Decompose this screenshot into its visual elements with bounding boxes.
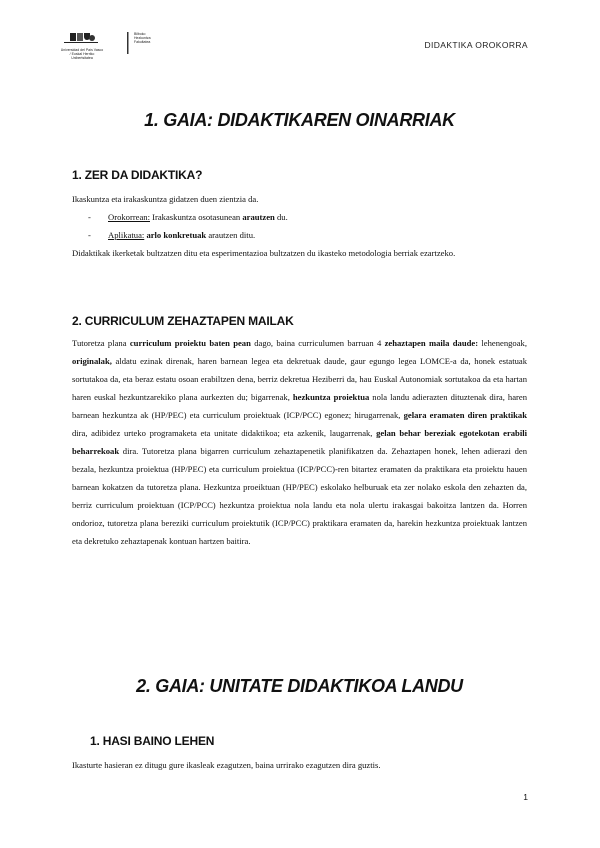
list-item-text: Irakaskuntza osotasunean [150,212,243,222]
paragraph-bold: curriculum proiektu baten pean [129,338,251,348]
list-item-bold: arlo konkretuak [146,230,207,240]
list-item-text: arautzen ditu. [206,230,256,240]
chapter-2-section-1-body [72,756,527,774]
list-item-bold: arautzen [242,212,275,222]
paragraph-bold: gelan behar bereziak egotekotan erabili beharrekoak [72,428,528,456]
university-logo-text: Universidad del País Vasco / Euskal Herriko Unibertsitatea [60,48,104,60]
document-header-title: DIDAKTIKA OROKORRA [424,40,528,50]
chapter-2-title: 2. GAIA: UNITATE DIDAKTIKOA LANDU [136,676,463,696]
paragraph-text: lehenengoak, [478,338,527,348]
paragraph-text: aldatu ezinak direnak, haren barnean legea eta dekretuak daude, gaur egungo legea LOMCE-a da, honek estatuak sortutakoa da, eta beraz estatu osoan erabiltzen dena, berriz dekretua Heziberri da, hau Euskal Autonomiak sortutakoa da eta hartan haren euskal hezkuntzarekiko plana aurkezten du; bigarrenak, [72,356,527,402]
paragraph-text: nola landu adierazten dituztenak dira, haren barnean hezkuntza ak (HP/PEC) eta curriculum proiektuak (ICP/PCC) egonez; hirugarrenak, [72,392,527,420]
section-1-title: 1. ZER DA DIDAKTIKA? [72,168,203,182]
faculty-logo [126,32,160,54]
section-1-intro: Ikaskuntza eta irakaskuntza gidatzen duen zientzia da. [72,194,259,204]
section-2-paragraph [72,334,527,550]
paragraph-bold: originalak, [72,356,112,366]
list-item [88,226,527,244]
university-emblem-icon [62,32,102,48]
paragraph-text: dira, adibidez urteko programaketa eta unitate didaktikoa; eta azkenik, laugarrenak, [72,428,377,438]
chapter-2-section-1-title: 1. HASI BAINO LEHEN [90,734,215,748]
page-number: 1 [523,792,528,802]
header-logos [60,32,160,60]
chapter-2-section-1-text: Ikasturte hasieran ez ditugu gure ikasleak ezagutzen, baina urrirako ezagutzen dira guztis. [72,760,381,770]
paragraph-text: dago, baina curriculumen barruan 4 [250,338,385,348]
definition-list [72,208,527,244]
list-item-text: du. [274,212,288,222]
list-item-label: Aplikatua: [108,230,145,240]
paragraph-bold: gelara eramaten diren praktikak [403,410,527,420]
section-2-title: 2. CURRICULUM ZEHAZTAPEN MAILAK [72,314,294,328]
faculty-logo-text: Bilboko Hezkuntza Fakultatea [134,32,151,44]
section-1-body [72,190,527,262]
section-1-closing: Didaktikak ikerketak bultzatzen ditu eta esperimentazioa bultzatzen du ikasteko metodologia berriak ezartzeko. [72,248,456,258]
paragraph-text: Tutoretza plana [72,338,130,348]
section-2-body [72,334,527,550]
list-item-label: Orokorrean: [108,212,150,222]
paragraph-text: dira. Tutoretza plana bigarren curriculum zehaztapenetik planifikatzen da. Zehaztapen honek, lehen adierazi den bezala, hezkuntza proiektua (HP/PEC) eta curriculum proiektua (ICP/PCC)-ren bitartez eramaten da praktikara eta proiektu hauen barnean kokatzen da tutoretza plana. Hezkuntza proeiktuan (HP/PEC) eskolako helburuak eta zer nolako eskola den zehazten da, berriz curriculum proiektuan (ICP/PCC) hezkuntza proiektua nola landu eta nola ulertu irakasgai bakoitza lantzen da. Horren ondorioz, tutoretza plana bereziki curriculum proiektutik (ICP/PCC) praktikara eramaten da, harekin hezkuntza proiektuak lantzen eta dekretuko zehaztapenak kontuan hartzen baitira. [72,446,527,546]
university-logo [60,32,104,60]
paragraph-bold: zehaztapen maila daude: [384,338,479,348]
faculty-emblem-icon [126,32,132,54]
list-item [88,208,527,226]
paragraph-bold: hezkuntza proiektua [292,392,370,402]
chapter-1-title: 1. GAIA: DIDAKTIKAREN OINARRIAK [144,110,455,130]
